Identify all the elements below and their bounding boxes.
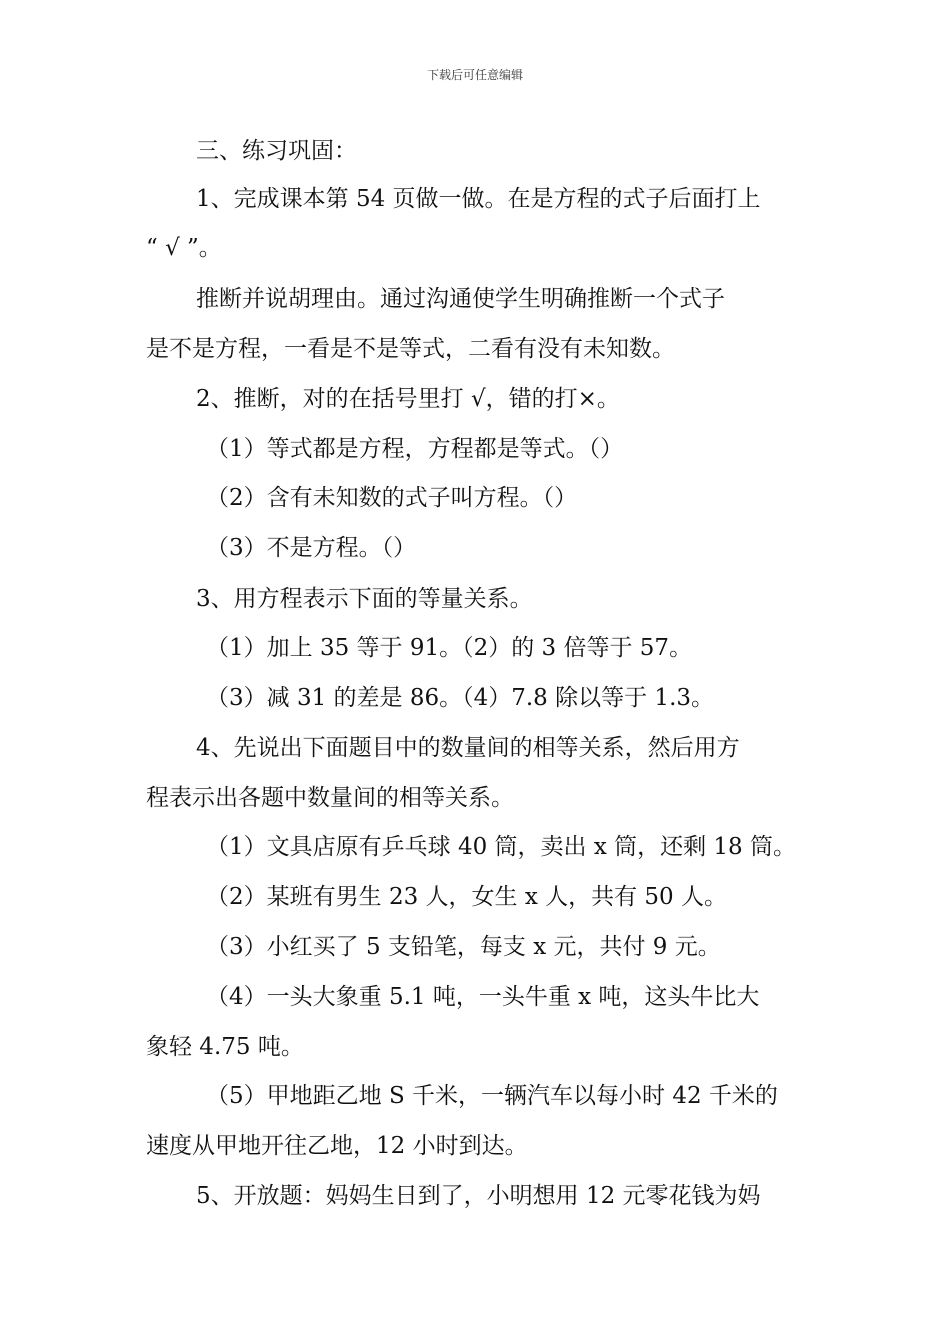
- page-header: 下载后可任意编辑: [426, 68, 523, 82]
- question-4-item-3: （3）小红买了 5 支铅笔，每支 x 元，共付 9 元。: [206, 934, 721, 960]
- question-2: 2、推断，对的在括号里打 √，错的打×。: [196, 386, 620, 412]
- question-3: 3、用方程表示下面的等量关系。: [196, 586, 533, 612]
- question-4-item-4-cont: 象轻 4.75 吨。: [146, 1034, 304, 1060]
- question-4-item-5-cont: 速度从甲地开往乙地，12 小时到达。: [146, 1133, 528, 1159]
- question-4-item-2: （2）某班有男生 23 人，女生 x 人，共有 50 人。: [206, 884, 728, 910]
- question-2-item-1: （1）等式都是方程，方程都是等式。（）: [206, 436, 624, 462]
- question-5: 5、开放题：妈妈生日到了，小明想用 12 元零花钱为妈: [196, 1183, 761, 1209]
- question-4-cont: 程表示出各题中数量间的相等关系。: [146, 785, 514, 811]
- question-3-items-3-4: （3）减 31 的差是 86。（4）7.8 除以等于 1.3。: [206, 685, 715, 711]
- question-1-cont: “ √ ”。: [146, 235, 222, 261]
- question-1: 1、完成课本第 54 页做一做。在是方程的式子后面打上: [196, 186, 761, 212]
- question-3-items-1-2: （1）加上 35 等于 91。（2）的 3 倍等于 57。: [206, 635, 693, 661]
- question-2-item-2: （2）含有未知数的式子叫方程。（）: [206, 485, 578, 511]
- question-4-item-1: （1）文具店原有乒乓球 40 筒，卖出 x 筒，还剩 18 筒。: [206, 834, 797, 860]
- question-4: 4、先说出下面题目中的数量间的相等关系，然后用方: [196, 735, 740, 761]
- question-4-item-4: （4）一头大象重 5.1 吨，一头牛重 x 吨，这头牛比大: [206, 984, 760, 1010]
- question-4-item-5: （5）甲地距乙地 S 千米，一辆汽车以每小时 42 千米的: [206, 1083, 778, 1109]
- paragraph-reasoning: 推断并说胡理由。通过沟通使学生明确推断一个式子: [196, 286, 725, 312]
- section-heading: 三、练习巩固：: [196, 138, 357, 164]
- question-2-item-3: （3）不是方程。（）: [206, 535, 417, 561]
- paragraph-reasoning-cont: 是不是方程，一看是不是等式，二看有没有未知数。: [146, 336, 675, 362]
